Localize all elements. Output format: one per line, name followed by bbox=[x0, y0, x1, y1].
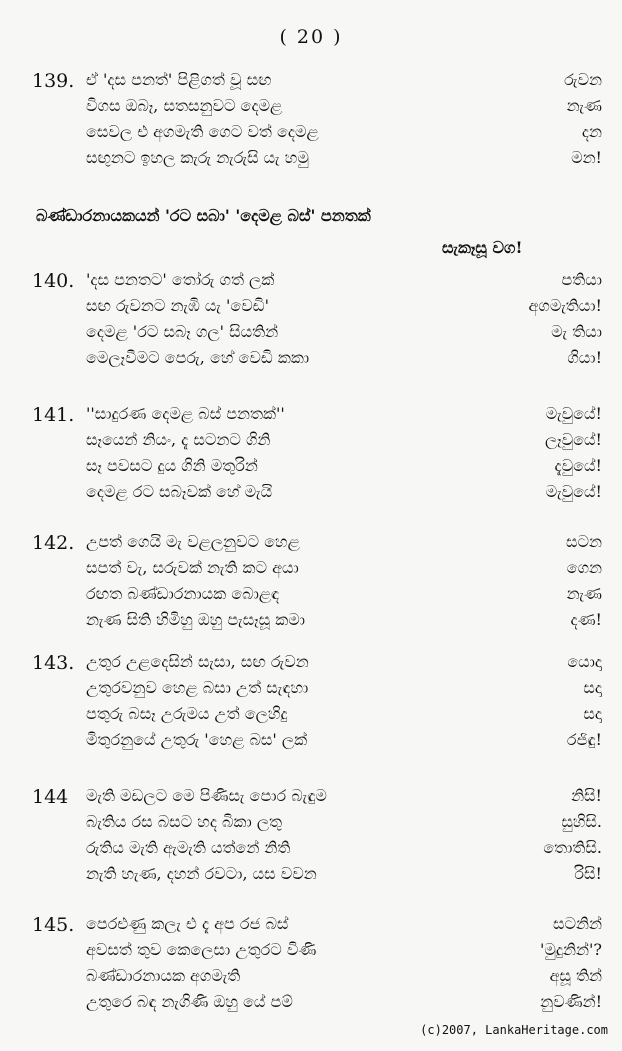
verse-line bbox=[0, 70, 622, 96]
verse-text: නැණ සිති හිමිහු ඔහු පැසෑසූ කමා bbox=[86, 610, 306, 629]
verse-line bbox=[0, 838, 622, 864]
rhyme-word: ගියා! bbox=[567, 348, 602, 367]
stanza-139 bbox=[0, 70, 622, 174]
verse-text: දෙමළ රට සබෑවක් හේ මැයි bbox=[86, 482, 273, 501]
verse-text: ''සාදුරණ දෙමළ බස් පනතක්'' bbox=[86, 404, 285, 423]
verse-line bbox=[0, 610, 622, 636]
stanza-number: 144 bbox=[32, 786, 69, 808]
rhyme-word: අගමැතියා! bbox=[528, 296, 602, 315]
verse-line bbox=[0, 558, 622, 584]
verse-text: බණ්ඩාරනායක අගමැති bbox=[86, 966, 241, 985]
stanza-number: 141. bbox=[32, 404, 75, 426]
verse-line bbox=[0, 584, 622, 610]
rhyme-word: සටනින් bbox=[553, 914, 602, 933]
verse-line bbox=[0, 270, 622, 296]
verse-text: විගස ඔබෑ, සතසනුවට දෙමළ bbox=[86, 96, 283, 115]
rhyme-word: රිසි! bbox=[574, 864, 602, 883]
verse-line bbox=[0, 914, 622, 940]
stanza-143 bbox=[0, 652, 622, 756]
stanza-144 bbox=[0, 786, 622, 890]
rhyme-word: ගෙන bbox=[566, 558, 602, 577]
verse-text: සඟුනට ඉහල කැරු නැරුසි යැ හමු bbox=[86, 148, 309, 167]
verse-text: ඒ 'දස පනත්' පිළිගත් වූ සඟ bbox=[86, 70, 272, 89]
verse-text: රුතිය මැති ඇමැති යත්නේ නිති bbox=[86, 838, 291, 857]
rhyme-word: මැ තියා bbox=[551, 322, 602, 341]
rhyme-word: මැවුයේ! bbox=[545, 482, 602, 501]
verse-line bbox=[0, 96, 622, 122]
verse-line bbox=[0, 678, 622, 704]
verse-text: මිතුරනුයේ උතුරු 'හෙළ බස' ලක් bbox=[86, 730, 308, 749]
verse-text: සෙවල එ අගමැති ගෙට වත් දෙමළ bbox=[86, 122, 319, 141]
verse-text: සෑයෙන් නියං, දැ සටනට ගිනි bbox=[86, 430, 271, 449]
verse-line bbox=[0, 322, 622, 348]
verse-line bbox=[0, 404, 622, 430]
stanza-number: 139. bbox=[32, 70, 75, 92]
section-heading: බණ්ඩාරනායකයන් 'රට සබා' 'දෙමළ බස්' පනතක් bbox=[36, 206, 371, 225]
rhyme-word: සදා bbox=[583, 678, 602, 697]
stanza-142 bbox=[0, 532, 622, 636]
verse-line bbox=[0, 348, 622, 374]
rhyme-word: අසූ තින් bbox=[549, 966, 602, 985]
verse-line bbox=[0, 704, 622, 730]
rhyme-word: දණ! bbox=[570, 610, 602, 629]
rhyme-word: සටන bbox=[565, 532, 602, 551]
verse-line bbox=[0, 532, 622, 558]
verse-text: මැති මඩලට මෙ පිණිසැ පොර බැඳුම bbox=[86, 786, 327, 805]
stanza-number: 142. bbox=[32, 532, 75, 554]
verse-line bbox=[0, 992, 622, 1018]
stanza-140 bbox=[0, 270, 622, 374]
verse-text: දෙමළ 'රට සබෑ ගල' සියතින් bbox=[86, 322, 279, 341]
rhyme-word: සුහිසි. bbox=[561, 812, 602, 831]
stanza-number: 140. bbox=[32, 270, 75, 292]
rhyme-word: රජිඳු! bbox=[566, 730, 602, 749]
rhyme-word: 'මුදුනින්'? bbox=[540, 940, 602, 959]
verse-text: 'දස පනතට' තෝරු ගත් ලක් bbox=[86, 270, 275, 289]
verse-line bbox=[0, 730, 622, 756]
copyright-notice: (c)2007, LankaHeritage.com bbox=[420, 1023, 608, 1037]
verse-text: උතුරෙ බඳ නැගිණි ඔහු යේ පම් bbox=[86, 992, 293, 1011]
rhyme-word: නුවණින්! bbox=[540, 992, 602, 1011]
verse-line bbox=[0, 296, 622, 322]
rhyme-word: සදා bbox=[583, 704, 602, 723]
verse-text: උතුරවනුව හෙළ බසා උත් සැඳහා bbox=[86, 678, 309, 697]
verse-text: නැති හැණ, දහන් රවටා, යස වවන bbox=[86, 864, 317, 883]
verse-line bbox=[0, 966, 622, 992]
verse-line bbox=[0, 148, 622, 174]
rhyme-word: යොදා bbox=[567, 652, 602, 671]
stanza-number: 143. bbox=[32, 652, 75, 674]
rhyme-word: මැවුයේ! bbox=[545, 404, 602, 423]
verse-line bbox=[0, 812, 622, 838]
verse-line bbox=[0, 482, 622, 508]
verse-text: සපත් වැ, සරුවක් නැති කට අයා bbox=[86, 558, 299, 577]
stanza-141 bbox=[0, 404, 622, 508]
verse-line bbox=[0, 456, 622, 482]
stanza-145 bbox=[0, 914, 622, 1018]
verse-line bbox=[0, 430, 622, 456]
verse-text: බැතිය රස බසට හද බිකා ලතු bbox=[86, 812, 283, 831]
rhyme-word: ලෑවුයේ! bbox=[544, 430, 602, 449]
verse-text: සඟ රුවනට නැඹි යැ 'වෙඩි' bbox=[86, 296, 270, 315]
verse-text: රඟත බණ්ඩාරනායක බොළඳ bbox=[86, 584, 280, 603]
rhyme-word: තොතිසි. bbox=[543, 838, 602, 857]
rhyme-word: රුවන bbox=[564, 70, 602, 89]
rhyme-word: දන bbox=[581, 122, 602, 141]
page-number: ( 20 ) bbox=[279, 26, 343, 48]
rhyme-word: දැවුයේ! bbox=[554, 456, 602, 475]
verse-line bbox=[0, 940, 622, 966]
verse-text: පෙරළුණු කලැ එ දැ අප රජ බස් bbox=[86, 914, 289, 933]
verse-line bbox=[0, 652, 622, 678]
verse-text: උපත් ගෙයි මැ වළලනුවට හෙළ bbox=[86, 532, 300, 551]
verse-text: අවසත් තුව කෙලෙසා උතුරට විණි bbox=[86, 940, 317, 959]
verse-text: මෙලෑවීමට පෙරු, හේ වෙඩි කකා bbox=[86, 348, 310, 367]
rhyme-word: නැණ bbox=[566, 96, 602, 115]
verse-line bbox=[0, 122, 622, 148]
stanza-number: 145. bbox=[32, 914, 75, 936]
verse-text: සෑ පවසට දුය ගිනි මතුරින් bbox=[86, 456, 258, 475]
verse-line bbox=[0, 786, 622, 812]
rhyme-word: නැණ bbox=[566, 584, 602, 603]
section-subheading: සැකෑසූ වග! bbox=[442, 238, 523, 257]
verse-line bbox=[0, 864, 622, 890]
verse-text: පතුරු බසෑ උරුමය උත් ලෙහිදු bbox=[86, 704, 288, 723]
rhyme-word: නිසි! bbox=[571, 786, 602, 805]
rhyme-word: පතියා bbox=[561, 270, 602, 289]
rhyme-word: මන! bbox=[571, 148, 602, 167]
verse-text: උතුර උළදෙසින් සැසා, සඟ රුවන bbox=[86, 652, 309, 671]
